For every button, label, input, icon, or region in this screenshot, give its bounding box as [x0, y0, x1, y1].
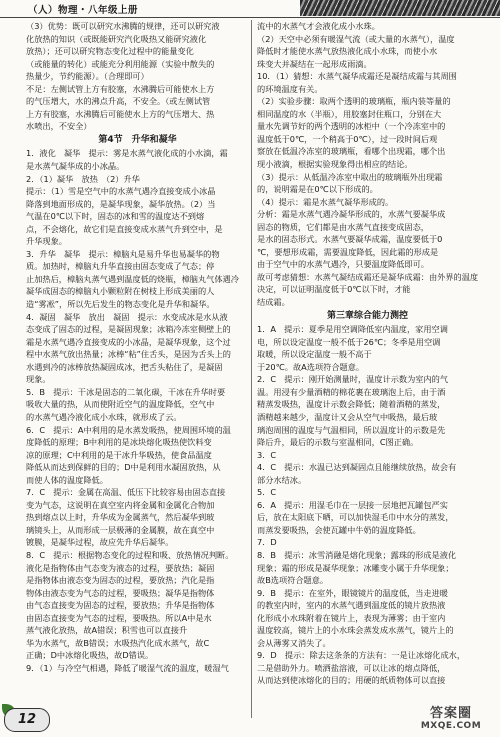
text-line: 1．A 提示：夏季是用空调降低室内温度，家用空调	[257, 324, 448, 335]
text-line: 镀膜，是凝华过程，故应先升华后凝华。	[26, 537, 174, 548]
left-column	[26, 20, 249, 674]
text-line: 决定，可以证明温度低于0℃以下时，才能	[257, 284, 411, 295]
text-line: 6．A 提示：用湿毛巾在一层接一层地把瓦罐包严实	[257, 499, 448, 510]
watermark-logo	[405, 706, 497, 734]
text-line: 结成霜。	[257, 297, 290, 308]
text-line: 9．（1）与冷空气相遇，降低了暖湿气流的温度，暖湿气	[26, 662, 229, 673]
text-line: 由于空气中的水蒸气遇冷，只要温度降低即可。	[257, 259, 429, 270]
text-line: 2．C 提示：刚开始测量时，温度计示数为室内的气	[257, 374, 449, 385]
text-line: 华为水蒸气，故B错误；水吸热汽化成水蒸气，故C	[26, 637, 210, 648]
section-heading: 第4节 升华和凝华	[98, 134, 177, 145]
right-column	[257, 20, 478, 687]
text-line: 变为气态，这说明在真空室内将金属和金属化合物加	[26, 499, 215, 510]
text-line: 4．凝固 凝华 放出 凝固 提示：水变成冰是水从液	[26, 311, 228, 322]
text-line: 固态的物质，它们都是由水蒸气直接变成固态，	[257, 221, 429, 232]
text-line: 由气态直接变为固态的过程，要放热；升华是指物体	[26, 600, 215, 611]
text-line: （2）实验步骤：取两个透明的玻璃瓶，瓶内装等量的	[257, 96, 451, 107]
text-line: 降低从而达到保鲜的目的；D中是利用水凝固放热，从	[26, 462, 221, 473]
text-line: 3．C	[257, 449, 277, 460]
text-line: 7．D	[257, 537, 277, 548]
text-line: 度降低的原理；B中利用的是冰块熔化吸热使饮料变	[26, 437, 212, 448]
column-divider	[251, 20, 252, 718]
text-line: 提示：（1）雪是空气中的水蒸气遇冷直接变成小冰晶	[26, 186, 216, 197]
text-line: 的，说明霜是在0℃以下形成的。	[257, 184, 378, 195]
text-line: 凉的原理；C中利用的是干冰升华吸热，使食品温度	[26, 449, 212, 460]
text-line: 精蒸发吸热，温度计示数会降低；随着酒精的蒸发，	[257, 399, 446, 410]
text-line: 2．（1）凝华 放热 （2）升华	[26, 173, 140, 184]
text-line: 4．C 提示：水温已达到凝固点且能继续放热，故会有	[257, 462, 457, 473]
text-line: 正确；D中冰熔化吸热，故D错误。	[26, 650, 154, 661]
text-line: 不足：左侧试管上方有胶塞，水沸腾后可能使水上方	[26, 83, 215, 94]
text-line: 故可考虑猜想：水蒸气凝结成霜还是凝华成霜：由外界的温度	[257, 271, 478, 282]
text-line: 是指物体由液态变为固态的过程，要放热；汽化是指	[26, 575, 215, 586]
text-line: 化形成小水珠附着在镜片上，表现为薄雾；由于室内	[257, 612, 446, 623]
text-line: 是水蒸气凝华成的小冰晶。	[26, 161, 125, 172]
text-line: 热量少，节约能源）。（合理即可）	[26, 71, 149, 82]
text-line: （或能量的转化）或能充分利用能源（实验中散失的	[26, 58, 215, 69]
text-line: 相同温度的水（半瓶），用胶塞封住瓶口，分别在大	[257, 108, 442, 119]
text-line: 止加热后，樟脑丸蒸气遇到温度低的烧瓶，樟脑丸气体遇冷	[26, 273, 239, 284]
text-line: （3）优势：既可以研究水沸腾的规律，还可以研究液	[26, 21, 220, 31]
text-line: 水遇到冷的冰棒放热凝固成冰，把舌头粘住了，是凝固	[26, 361, 223, 372]
text-line: 量水先调节好的两个透明的冰柜中（一个冷冻室中的	[257, 121, 446, 132]
text-line: 化放热的知识（或既能研究汽化吸热又能研究液化	[26, 33, 207, 44]
text-line: 现象。	[26, 374, 51, 385]
text-line: 璃镜头上，从而形成一层极薄的金属膜，故在真空中	[26, 524, 215, 535]
text-line: 会从薄雾又消失了。	[257, 637, 331, 648]
text-line: 故B选项符合题意。	[257, 575, 329, 586]
text-line: 于20℃。故A选项符合题意。	[257, 361, 365, 372]
text-line: 后，放在太阳底下晒，可以加快湿毛巾中水分的蒸发，	[257, 512, 454, 523]
text-line: 吸收大量的热，从而使附近空气的温度降低，空气中	[26, 399, 215, 410]
text-line: 温度低于0℃，一个稍高于0℃），过一段时间后观	[257, 133, 438, 144]
text-line: 的环境温度有关。	[257, 83, 323, 94]
text-line: 气温在0℃以下时，固态的冰和雪的温度达不到熔	[26, 211, 205, 222]
book-title: （人）物理・八年级上册	[28, 5, 139, 16]
text-line: 上方有胶塞，水沸腾后可能使水上方的气压增大、热	[26, 108, 215, 119]
text-line: 现象；霜的形成是凝华现象；冰雕变小属于升华现象；	[257, 562, 454, 573]
text-line: 7．C 提示：金属在高温、低压下比较容易由固态直接	[26, 487, 226, 498]
text-line: （4）提示：霜是水蒸气凝华形成的。	[257, 196, 394, 207]
page-header	[0, 0, 500, 18]
text-line: 蒸气液化放热，故A错误；积雪也可以直接升	[26, 625, 188, 636]
text-line: 璃泡周围的温度与气温相同，所以温度计的示数是先	[257, 424, 446, 435]
text-line: 现小液滴，根据实验现象得出相应的结论。	[257, 159, 413, 170]
text-line: 察放在低温冷冻室的玻璃瓶，看哪个出现霜，哪个出	[257, 146, 446, 157]
text-line: 态变成了固态的过程，是凝固现象；冰箱冷冻室侧壁上的	[26, 324, 231, 335]
text-line: 质。加热时，樟脑丸升华直接由固态变成了气态；停	[26, 261, 215, 272]
section-heading: 第三章综合能力测控	[326, 310, 408, 321]
text-line: 升华现象。	[26, 236, 67, 247]
text-line: 10．（1）猜想：水蒸气凝华成霜还是凝结成霜与其周围	[257, 71, 457, 82]
text-line: 取暖，所以设定温度一般不高于	[257, 349, 372, 360]
text-line: 热到熔点以上时，升华成为金属蒸气，然后凝华到玻	[26, 512, 215, 523]
text-line: ℃，要想形成霜，需要温度降低，因此霜的形成是	[257, 246, 439, 257]
text-line: 是水的固态形式。水蒸气要凝华成霜，温度要低于0	[257, 234, 443, 245]
text-line: 水喷出，不安全）	[26, 121, 92, 132]
text-line: 5．C	[257, 487, 277, 498]
text-line: 6．C 提示：A中利用的是水蒸发吸热，使周围环境的温	[26, 424, 231, 435]
text-line: 霜是水蒸气遇冷直接变成的小冰晶，是凝华现象，这个过	[26, 336, 231, 347]
text-line: 5．B 提示：干冰是固态的二氧化碳，干冰在升华时要	[26, 386, 226, 397]
text-line: 珠变大并凝结在一起形成雨滴。	[257, 58, 372, 69]
text-line: 凝华成固态的樟脑丸小颗粒附在树枝上形成美丽的人	[26, 286, 215, 297]
text-line: 液化是指物体由气态变为液态的过程，要放热；凝固	[26, 562, 215, 573]
text-line: 程中水蒸气放出热量；冰棒“粘”住舌头，是因为舌头上的	[26, 349, 231, 360]
text-line: 的气压增大，水的沸点升高，不安全。（或左侧试管	[26, 96, 211, 107]
text-line: 由固态直接变为气态的过程，要吸热。所以A中是水	[26, 612, 212, 623]
text-line: 9．B 提示：在室外，眼镜镜片的温度低，当走进暖	[257, 587, 448, 598]
watermark-text: 答案圈	[429, 706, 472, 721]
text-line: 1．液化 凝华 提示：雾是水蒸气液化成的小水滴，霜	[26, 148, 228, 159]
text-line: 从而达到使冰熔化的目的；用硬的纸质物体可以直接	[257, 675, 446, 686]
text-line: 温。用浸有少量酒精的棉花裹在玻璃泡上后，由于酒	[257, 386, 446, 397]
text-line: （2）天空中必须有暖湿气流（或大量的水蒸气），温度	[257, 33, 455, 44]
text-line: 降落到地面形成的，是凝华现象，凝华放热。（2）当	[26, 198, 216, 209]
header-banner-decoration	[300, 0, 500, 16]
text-line: 9．D 提示：除去这条条的方法有：一是让冰熔化成水，	[257, 650, 466, 661]
text-line: 分析：霜是水蒸气遇冷凝华形成的，水蒸气要凝华成	[257, 209, 446, 220]
page-number: 12	[4, 708, 50, 732]
text-line: 而使人体的温度降低。	[26, 474, 108, 485]
text-line: 8．C 提示：根据物态变化的过程和吸、放热情况判断。	[26, 549, 234, 560]
text-line: 8．B 提示：冰雪消融是熔化现象；露珠的形成是液化	[257, 549, 457, 560]
text-line: 酒精越来越少，温度计又会从空气中吸热，最后玻	[257, 411, 438, 422]
text-line: 的水蒸气遇冷液化成小水珠，就形成了云。	[26, 411, 182, 422]
text-line: 降后升，最后的示数与室温相同，C图正确。	[257, 437, 419, 448]
text-line: 造“雾凇”，所以先后发生的物态变化是升华和凝华。	[26, 299, 215, 310]
text-line: 的教室内时，室内的水蒸气遇到温度低的镜片放热液	[257, 600, 446, 611]
text-line: 降低时才能使水蒸气放热液化成小水珠，而使小水	[257, 46, 438, 57]
text-line: （3）提示：从低温冷冻室中取出的玻璃瓶外出现霜	[257, 171, 443, 182]
text-line: 二是借助外力。喷洒盐溶液，可以让冰的熔点降低，	[257, 662, 446, 673]
text-line: 电，所以设定温度一般不低于26℃；冬季是用空调	[257, 336, 441, 347]
text-line: 放热）；还可以研究物态变化过程中的能量变化	[26, 46, 194, 57]
text-line: 温度较高，镜片上的小水珠会蒸发成水蒸气，镜片上的	[257, 625, 454, 636]
text-line: 而蒸发要吸热，会使瓦罐中牛奶的温度降低。	[257, 524, 421, 535]
text-line: 3．升华 凝华 提示：樟脑丸是易升华也易凝华的物	[26, 248, 220, 259]
watermark-url: MXQE.COM	[420, 721, 482, 731]
text-line: 物体由液态变为气态的过程，要吸热；凝华是指物体	[26, 587, 215, 598]
text-line: 点，不会熔化，故它们是直接变成水蒸气升到空中，是	[26, 223, 223, 234]
text-line: 流中的水蒸气才会液化成小水珠。	[257, 21, 380, 31]
text-line: 部分水结冰。	[257, 474, 307, 485]
